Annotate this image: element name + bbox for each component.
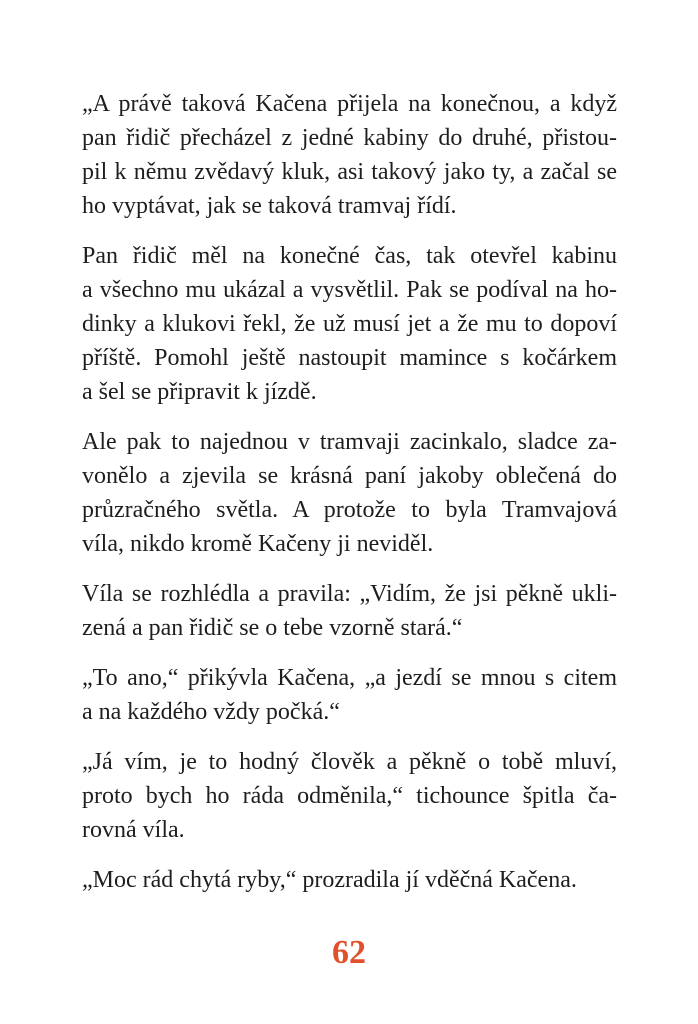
text-line: proto bych ho ráda odměnila,“ tichounce špitla ča- [82, 783, 617, 809]
text-line: a na každého vždy počká.“ [82, 699, 340, 725]
text-line: pan řidič přecházel z jedné kabiny do druhé, přistou- [82, 125, 617, 151]
paragraph [82, 661, 617, 729]
text-line: víla, nikdo kromě Kačeny ji neviděl. [82, 531, 434, 557]
paragraph [82, 577, 617, 645]
text-line: Ale pak to najednou v tramvaji zacinkalo, sladce za- [82, 429, 617, 455]
text-line: příště. Pomohl ještě nastoupit mamince s kočárkem [82, 345, 617, 371]
text-line: průzračného světla. A protože to byla Tramvajová [82, 497, 617, 523]
text-line: a šel se připravit k jízdě. [82, 379, 317, 405]
paragraph [82, 425, 617, 561]
text-line: „Já vím, je to hodný člověk a pěkně o tobě mluví, [82, 749, 617, 775]
text-line: dinky a klukovi řekl, že už musí jet a že mu to dopoví [82, 311, 617, 337]
paragraph [82, 745, 617, 847]
page-number: 62 [332, 934, 366, 971]
text-line: Pan řidič měl na konečné čas, tak otevřel kabinu [82, 243, 617, 269]
text-line: pil k němu zvědavý kluk, asi takový jako ty, a začal se [82, 159, 617, 185]
text-line: „Moc rád chytá ryby,“ prozradila jí vděčná Kačena. [82, 867, 577, 893]
text-line: Víla se rozhlédla a pravila: „Vidím, že jsi pěkně ukli- [82, 581, 617, 607]
text-line: „A právě taková Kačena přijela na konečnou, a když [82, 91, 617, 117]
paragraph [82, 239, 617, 409]
text-line: vonělo a zjevila se krásná paní jakoby oblečená do [82, 463, 617, 489]
text-line: rovná víla. [82, 817, 185, 843]
paragraph [82, 87, 617, 223]
text-line: ho vyptávat, jak se taková tramvaj řídí. [82, 193, 457, 219]
text-line: „To ano,“ přikývla Kačena, „a jezdí se mnou s citem [82, 665, 617, 691]
text-line: zená a pan řidič se o tebe vzorně stará.“ [82, 615, 463, 641]
text-line: a všechno mu ukázal a vysvětlil. Pak se podíval na ho- [82, 277, 617, 303]
paragraph [82, 863, 617, 897]
story-text-block [82, 87, 617, 913]
